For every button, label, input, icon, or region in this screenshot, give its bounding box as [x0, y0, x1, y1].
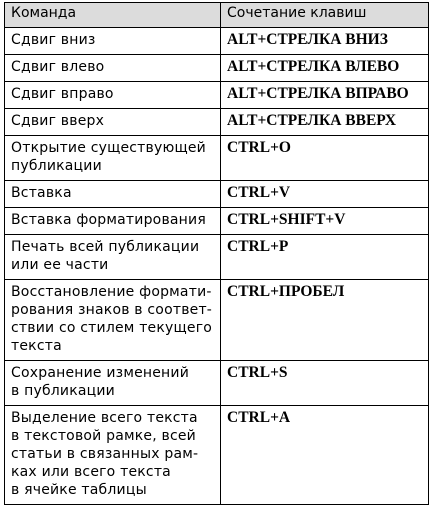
- shortcut-cell: ALT+СТРЕЛКА ВНИЗ: [221, 28, 429, 55]
- command-text: рования знаков в соответ-: [11, 302, 213, 318]
- command-cell: [5, 109, 221, 136]
- command-cell: [5, 406, 221, 505]
- command-text: в текстовой рамке, всей: [11, 428, 196, 444]
- header-shortcut: Сочетание клавиш: [221, 3, 429, 28]
- command-cell: [5, 235, 221, 280]
- table-row: [5, 361, 429, 406]
- table-header-row: [5, 3, 429, 28]
- shortcut-cell: CTRL+A: [221, 406, 429, 505]
- command-text: Сохранение изменений: [11, 365, 190, 381]
- command-cell: [5, 55, 221, 82]
- table-row: [5, 208, 429, 235]
- shortcut-cell: CTRL+ПРОБЕЛ: [221, 280, 429, 361]
- command-text: публикации: [11, 158, 102, 174]
- command-cell: [5, 136, 221, 181]
- command-text: Сдвиг вправо: [11, 86, 114, 102]
- table-row: [5, 181, 429, 208]
- shortcut-table: [4, 2, 429, 505]
- command-text: ках или всего текста: [11, 464, 171, 480]
- command-text: Вставка: [11, 185, 72, 201]
- shortcut-table-container: [4, 2, 428, 505]
- table-row: [5, 28, 429, 55]
- shortcut-cell: ALT+СТРЕЛКА ВЛЕВО: [221, 55, 429, 82]
- command-cell: [5, 28, 221, 55]
- shortcut-cell: CTRL+P: [221, 235, 429, 280]
- command-text: Сдвиг вверх: [11, 113, 105, 129]
- command-text: Вставка форматирования: [11, 212, 206, 228]
- command-text: Восстановление формати-: [11, 284, 212, 300]
- command-cell: [5, 82, 221, 109]
- table-row: [5, 136, 429, 181]
- table-row: [5, 109, 429, 136]
- header-command: Команда: [5, 3, 221, 28]
- table-row: [5, 280, 429, 361]
- command-text: Открытие существующей: [11, 140, 206, 156]
- command-text: в ячейке таблицы: [11, 482, 147, 498]
- shortcut-cell: CTRL+O: [221, 136, 429, 181]
- table-row: [5, 82, 429, 109]
- shortcut-cell: ALT+СТРЕЛКА ВВЕРХ: [221, 109, 429, 136]
- command-text: или ее части: [11, 257, 109, 273]
- command-cell: [5, 280, 221, 361]
- shortcut-cell: CTRL+S: [221, 361, 429, 406]
- command-cell: [5, 361, 221, 406]
- command-cell: [5, 208, 221, 235]
- command-text: в публикации: [11, 383, 115, 399]
- command-cell: [5, 181, 221, 208]
- command-text: Сдвиг влево: [11, 59, 105, 75]
- command-text: статьи в связанных рам-: [11, 446, 199, 462]
- command-text: ствии со стилем текущего: [11, 320, 213, 336]
- command-text: Выделение всего текста: [11, 410, 198, 426]
- command-text: Сдвиг вниз: [11, 32, 96, 48]
- shortcut-cell: CTRL+SHIFT+V: [221, 208, 429, 235]
- table-row: [5, 235, 429, 280]
- table-row: [5, 55, 429, 82]
- table-row: [5, 406, 429, 505]
- shortcut-cell: ALT+СТРЕЛКА ВПРАВО: [221, 82, 429, 109]
- shortcut-cell: CTRL+V: [221, 181, 429, 208]
- command-text: текста: [11, 338, 62, 354]
- command-text: Печать всей публикации: [11, 239, 200, 255]
